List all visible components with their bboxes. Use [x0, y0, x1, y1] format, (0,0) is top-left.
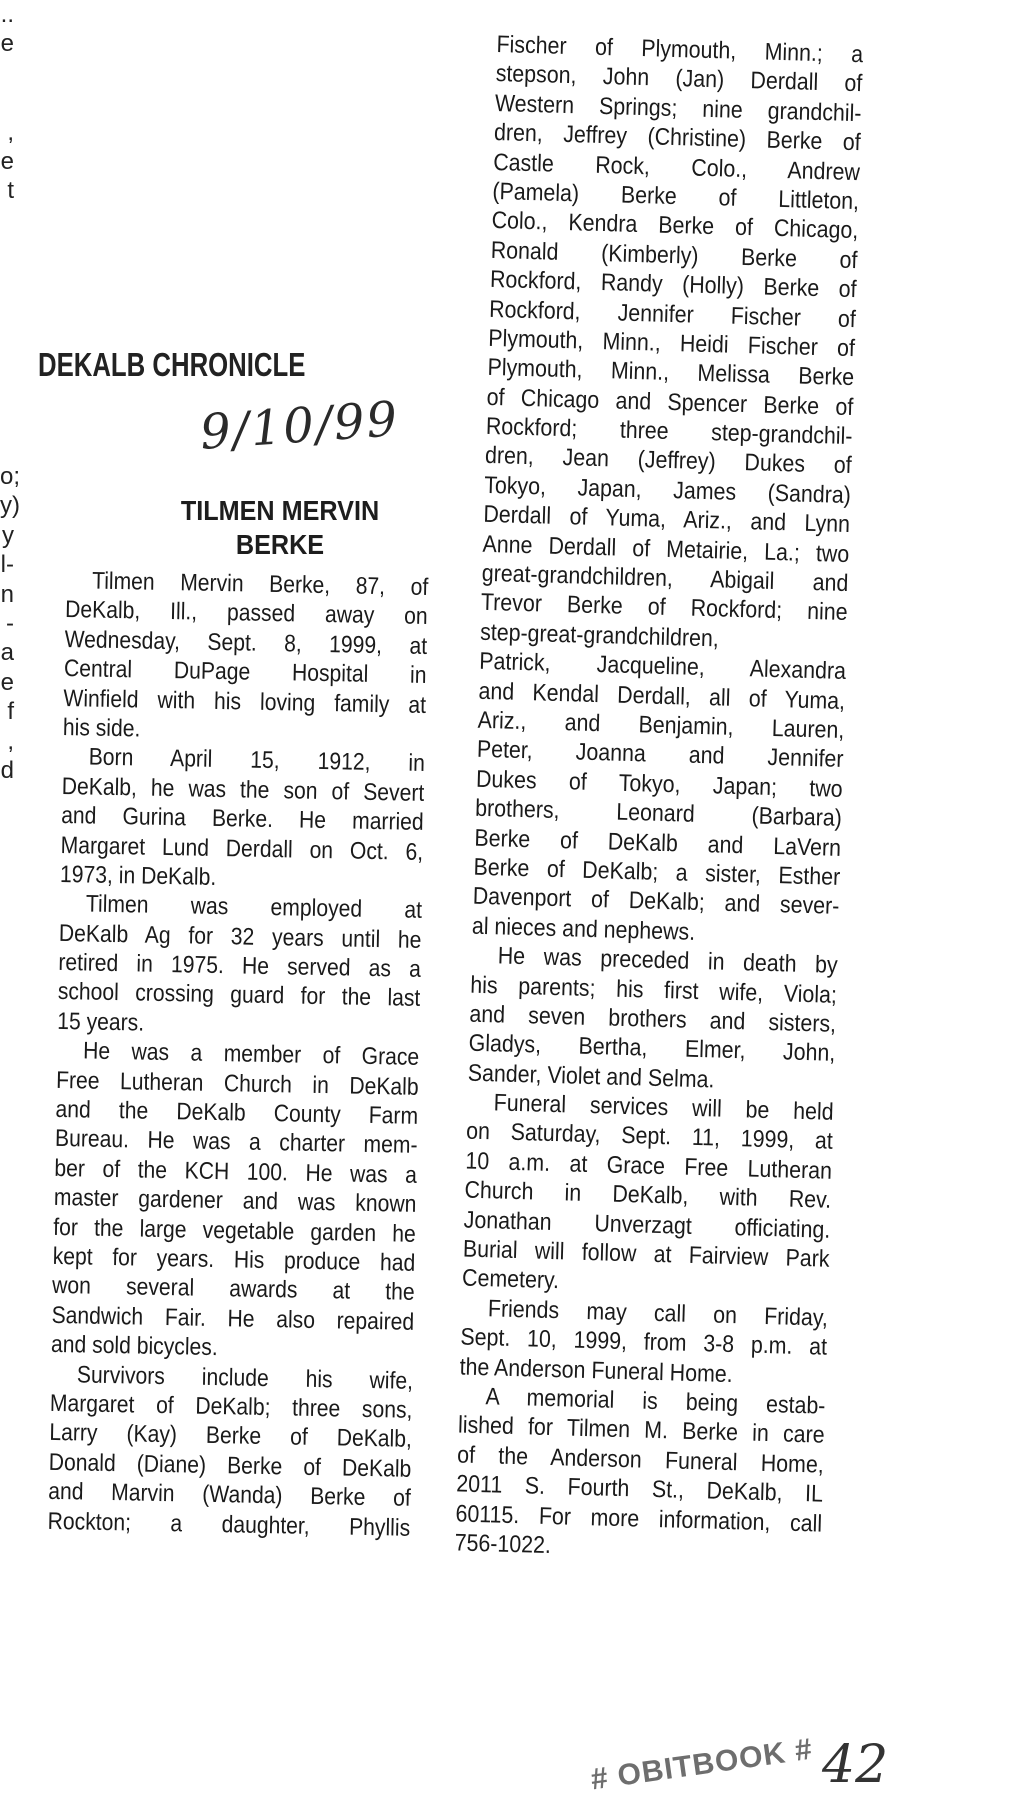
text-line: Fischer of Plymouth, Minn.; a — [496, 30, 864, 69]
text-line: Central DuPage Hospital in — [63, 655, 427, 690]
title-line-2: BERKE — [235, 529, 325, 560]
text-line: for the large vegetable garden he — [53, 1213, 417, 1248]
text-line: Margaret of DeKalb; three sons, — [49, 1389, 413, 1424]
edge-fragment: t — [7, 177, 14, 205]
text-line: Margaret Lund Derdall on Oct. 6, — [60, 831, 424, 866]
text-line: Ronald (Kimberly) Berke of — [490, 236, 858, 274]
text-line: stepson, John (Jan) Derdall of — [495, 60, 863, 98]
edge-fragment: l- — [0, 551, 14, 579]
text-line: great-grandchildren, Abigail and — [481, 559, 849, 598]
newspaper-masthead: DEKALB CHRONICLE — [38, 346, 306, 383]
edge-fragment — [0, 88, 14, 117]
text-line: 2011 S. Fourth St., DeKalb, IL — [456, 1470, 824, 1508]
text-line: Jonathan Unverzagt officiating. — [463, 1206, 831, 1244]
edge-fragment: d — [0, 756, 14, 784]
text-line: Sandwich Fair. He also repaired — [51, 1301, 415, 1336]
text-line: Cemetery. — [461, 1264, 560, 1295]
text-line: Church in DeKalb, with Rev. — [464, 1176, 832, 1215]
text-line: Rockford; three step-grandchil- — [485, 412, 853, 451]
text-line: He was a member of Grace — [82, 1037, 420, 1072]
text-line: Davenport of DeKalb; and sever- — [472, 882, 840, 921]
text-line: Colo., Kendra Berke of Chicago, — [491, 207, 859, 245]
text-line: 15 years. — [56, 1007, 145, 1037]
text-line: Wednesday, Sept. 8, 1999, at — [64, 625, 428, 660]
edge-fragment: e — [0, 668, 14, 696]
text-line: Born April 15, 1912, in — [88, 743, 426, 778]
edge-fragment: , — [7, 727, 14, 755]
text-line: lished for Tilmen M. Berke in care — [457, 1411, 825, 1450]
text-line: dren, Jean (Jeffrey) Dukes of — [484, 442, 853, 480]
text-line: DeKalb, Ill., passed away on — [64, 596, 428, 631]
text-line: step-great-grandchildren, — [479, 618, 720, 653]
edge-fragments-mid — [0, 462, 21, 785]
text-line: DeKalb, he was the son of Severt — [61, 772, 425, 807]
text-line: school crossing guard for the last — [57, 978, 421, 1013]
text-line: Tokyo, Japan, James (Sandra) — [483, 471, 852, 509]
text-line: Free Lutheran Church in DeKalb — [55, 1066, 419, 1101]
text-line: Friends may call on Friday, — [487, 1295, 829, 1332]
text-line: Derdall of Yuma, Ariz., and Lynn — [483, 501, 851, 539]
text-line: master gardener and was known — [53, 1184, 417, 1219]
text-line: DeKalb Ag for 32 years until he — [58, 919, 422, 954]
edge-fragment: a — [0, 639, 14, 667]
text-line: his side. — [62, 713, 141, 743]
text-line: Survivors include his wife, — [76, 1360, 414, 1395]
text-line: his parents; his first wife, Viola; — [469, 971, 838, 1009]
text-line: Berke of DeKalb and LaVern — [474, 824, 842, 862]
text-line: Donald (Diane) Berke of DeKalb — [48, 1448, 412, 1483]
text-line: won several awards at the — [51, 1272, 415, 1307]
text-line: Dukes of Tokyo, Japan; two — [475, 765, 843, 803]
obituary-title — [127, 494, 433, 562]
text-line: and Kendal Derdall, all of Yuma, — [478, 677, 846, 715]
text-line: Burial will follow at Fairview Park — [462, 1235, 830, 1273]
edge-fragment — [0, 59, 14, 88]
text-line: Bureau. He was a charter mem- — [54, 1125, 418, 1160]
text-line: and seven brothers and sisters, — [469, 1000, 837, 1038]
edge-fragment: n — [0, 580, 14, 608]
title-line-1: TILMEN MERVIN — [180, 495, 380, 526]
text-line: Sept. 10, 1999, from 3-8 p.m. at — [460, 1323, 828, 1361]
text-line: 756-1022. — [454, 1529, 552, 1560]
text-line: He was preceded in death by — [497, 942, 839, 979]
text-line: Larry (Kay) Berke of DeKalb, — [49, 1419, 413, 1454]
text-line: Anne Derdall of Metairie, La.; two — [482, 530, 850, 568]
text-line: and the DeKalb County Farm — [55, 1095, 419, 1130]
text-line: Peter, Joanna and Jennifer — [476, 736, 844, 774]
edge-fragments-top — [0, 0, 14, 206]
handwritten-date: 9/10/99 — [198, 391, 401, 461]
text-line: Gladys, Bertha, Elmer, John, — [468, 1029, 836, 1068]
text-line: Plymouth, Minn., Melissa Berke — [487, 354, 855, 392]
edge-fragment: e — [0, 30, 14, 58]
text-line: dren, Jeffrey (Christine) Berke of — [493, 119, 862, 157]
text-line: Funeral services will be held — [493, 1089, 834, 1126]
text-line: al nieces and nephews. — [471, 912, 696, 946]
edge-fragment: , — [7, 118, 14, 146]
text-line: Winfield with his loving family at — [63, 684, 427, 719]
text-line: Ariz., and Benjamin, Lauren, — [477, 706, 845, 744]
text-line: A memorial is being estab- — [485, 1383, 826, 1420]
edge-fragment: - — [6, 609, 14, 637]
text-line: the Anderson Funeral Home. — [459, 1353, 734, 1388]
text-line: Plymouth, Minn., Heidi Fischer of — [488, 324, 856, 363]
text-line: 10 a.m. at Grace Free Lutheran — [465, 1147, 833, 1185]
text-line: Tilmen Mervin Berke, 87, of — [91, 567, 429, 601]
text-line: kept for years. His produce had — [52, 1242, 416, 1277]
edge-fragment: e — [0, 147, 14, 175]
handwritten-page-number: 42 — [822, 1735, 889, 1795]
text-line: Rockford, Randy (Holly) Berke of — [489, 266, 857, 304]
edge-fragment: .. — [0, 1, 14, 28]
text-line: Castle Rock, Colo., Andrew — [492, 148, 861, 186]
text-line: Patrick, Jacqueline, Alexandra — [478, 647, 847, 686]
text-line: retired in 1975. He served as a — [58, 949, 422, 983]
text-line: (Pamela) Berke of Littleton, — [492, 177, 860, 216]
text-line: and Marvin (Wanda) Berke of — [47, 1477, 411, 1512]
edge-fragment: y — [2, 521, 14, 549]
text-line: of the Anderson Funeral Home, — [456, 1441, 825, 1479]
text-line: Western Springs; nine grandchil- — [494, 89, 862, 127]
text-line: Sander, Violet and Selma. — [467, 1059, 715, 1094]
text-line: ber of the KCH 100. He was a — [54, 1154, 418, 1189]
edge-fragment: y) — [0, 492, 20, 520]
text-line: brothers, Leonard (Barbara) — [474, 794, 843, 833]
text-line: of Chicago and Spencer Berke of — [486, 383, 854, 421]
right-column-text — [454, 30, 863, 1568]
text-line: and Gurina Berke. He married — [60, 802, 424, 837]
text-line: 1973, in DeKalb. — [59, 860, 217, 891]
text-line: Trevor Berke of Rockford; nine — [480, 589, 848, 627]
text-line: Rockton; a daughter, Phyllis — [47, 1507, 411, 1542]
text-line: Tilmen was employed at — [85, 890, 423, 925]
edge-fragment: f — [7, 698, 14, 726]
text-line: and sold bicycles. — [50, 1331, 218, 1362]
text-line: on Saturday, Sept. 11, 1999, at — [465, 1118, 834, 1156]
obitbook-stamp: # OBITBOOK # — [588, 1732, 815, 1797]
text-line: Rockford, Jennifer Fischer of — [488, 295, 857, 333]
left-column-text — [47, 566, 428, 1543]
edge-fragment: o; — [0, 463, 21, 490]
text-line: Berke of DeKalb; a sister, Esther — [473, 853, 841, 891]
text-line: 60115. For more information, call — [455, 1499, 823, 1538]
